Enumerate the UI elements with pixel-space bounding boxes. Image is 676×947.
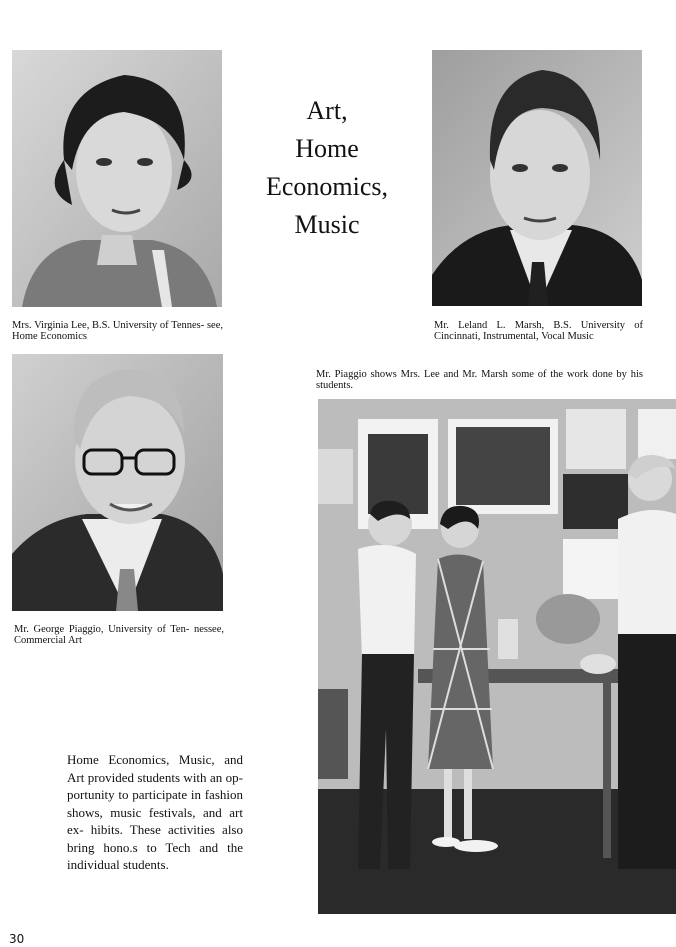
portrait-lee-photo	[12, 50, 222, 307]
portrait-piaggio-caption: Mr. George Piaggio, University of Ten- nessee, Commercial Art	[14, 624, 224, 646]
portrait-lee-caption: Mrs. Virginia Lee, B.S. University of Tennes- see, Home Economics	[12, 320, 223, 342]
title-line-home: Home	[295, 134, 359, 163]
portrait-marsh-caption: Mr. Leland L. Marsh, B.S. University of Cincinnati, Instrumental, Vocal Music	[434, 320, 643, 342]
group-photo	[318, 399, 676, 914]
portrait-piaggio-photo	[12, 354, 223, 611]
group-photo-caption: Mr. Piaggio shows Mrs. Lee and Mr. Marsh some of the work done by his students.	[316, 369, 643, 391]
body-text: Home Economics, Music, and Art provided students with an op- portunity to participate in fashion shows, music festivals, and art ex- hibits. These activities also bring hono.s to Tech and the individual students.	[67, 752, 243, 872]
title-line-art: Art,	[306, 96, 348, 125]
page-number: 30	[9, 932, 25, 946]
title-line-economics: Economics,	[265, 172, 389, 201]
title-line-music: Music	[294, 210, 360, 239]
page-title	[252, 92, 402, 244]
portrait-marsh-photo	[432, 50, 642, 306]
